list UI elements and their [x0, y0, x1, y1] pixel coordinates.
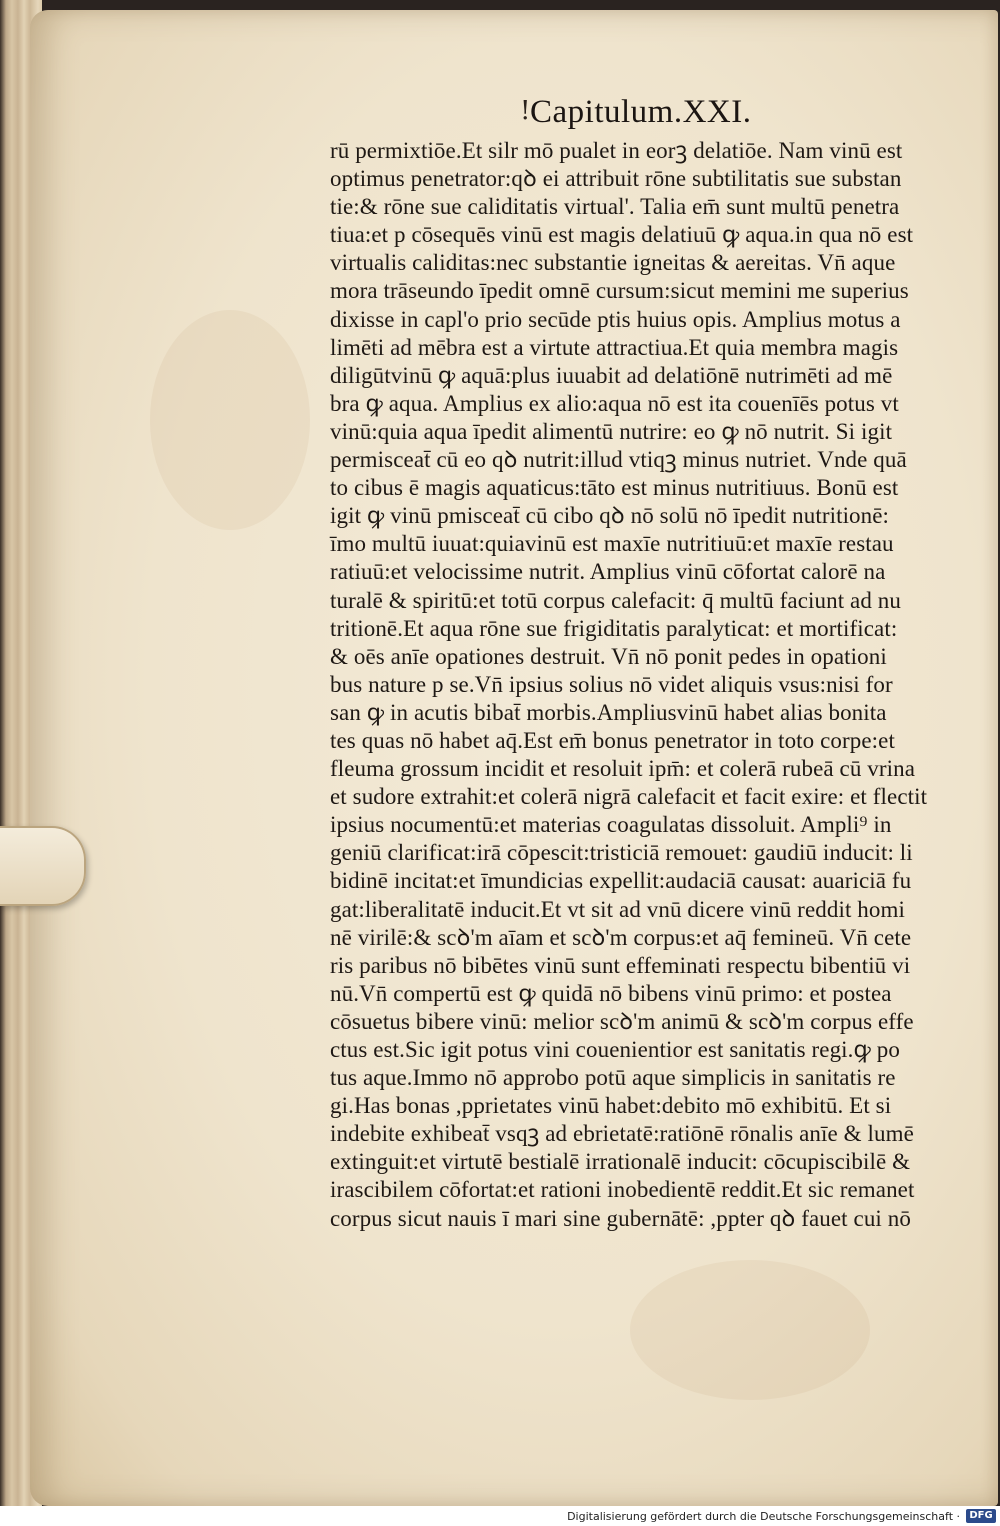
text-line: cōsuetus bibere vinū: melior scꝺ'm animū & scꝺ'm corpus effe	[330, 1008, 914, 1034]
text-line: fleuma grossum incidit et resoluit ipm̄: et colerā rubeā cū vrina	[330, 756, 916, 782]
page-fold-tab	[0, 826, 86, 906]
chapter-heading: Capitulum.XXI.	[530, 94, 752, 130]
text-line: tie:& rōne sue caliditatis virtual'. Talia em̄ sunt multū penetra	[330, 194, 900, 220]
text-line: et sudore extrahit:et colerā nigrā calefacit et facit exire: et flectit	[330, 784, 928, 810]
text-line: san ꝙ in acutis bibat̄ morbis.Ampliusvinū habet alias bonita	[330, 699, 887, 725]
text-line: mora trāseundo īpedit omnē cursum:sicut memini me superius	[330, 278, 909, 304]
text-line: ris paribus nō bibētes vinū sunt effeminati respectu bibentiū vi	[330, 952, 911, 978]
text-line: nē virilē:& scꝺ'm aīam et scꝺ'm corpus:et aq̄ femineū. Vn̄ cete	[330, 924, 912, 950]
text-line: īmo multū iuuat:quiavinū est maxīe nutritiuū:et maxīe restau	[330, 531, 894, 557]
text-line: & oēs anīe opationes destruit. Vn̄ nō ponit pedes in opationi	[330, 643, 887, 669]
text-line: nū.Vn̄ compertū est ꝙ quidā nō bibens vinū primo: et postea	[330, 980, 892, 1006]
text-line: geniū clarificat:irā cōpescit:tristiciā remouet: gaudiū inducit: li	[330, 840, 913, 866]
dfg-logo: DFG	[966, 1509, 996, 1523]
text-line: turalē & spiritū:et totū corpus calefacit: q̄ multū faciunt ad nu	[330, 587, 902, 613]
text-line: igit ꝙ vinū pmisceat̄ cū cibo qꝺ nō solū nō īpedit nutritionē:	[330, 503, 890, 529]
text-line: extinguit:et virtutē bestialē irrationalē inducit: cōcupiscibilē &	[330, 1149, 911, 1175]
footer-bar	[0, 1506, 1000, 1526]
text-line: ctus est.Sic igit potus vini couenientior est sanitatis regi.ꝙ po	[330, 1037, 900, 1062]
text-line: bus nature p se.Vn̄ ipsius solius nō videt aliquis vsus:nisi for	[330, 671, 893, 697]
text-line: permisceat̄ cū eo qꝺ nutrit:illud vtiqꝫ minus nutriet. Vnde quā	[330, 447, 907, 473]
text-line: virtualis caliditas:nec substantie igneitas & aereitas. Vn̄ aque	[330, 250, 896, 276]
text-line: irascibilem cōfortat:et rationi inobedientē reddit.Et sic remanet	[330, 1177, 915, 1203]
text-line: corpus sicut nauis ī mari sine gubernātē: ,ppter qꝺ fauet cui nō	[330, 1205, 911, 1231]
paper-stain	[150, 310, 310, 530]
text-line: tus aque.Immo nō approbo potū aque simplicis in sanitatis re	[330, 1065, 896, 1091]
text-line: gat:liberalitatē inducit.Et vt sit ad vnū dicere vinū reddit homi	[330, 896, 905, 922]
text-line: diligūtvinū ꝙ aquā:plus iuuabit ad delatiōnē nutrimēti ad mē	[330, 362, 893, 388]
text-line: to cibus ē magis aquaticus:tāto est minus nutritiuus. Bonū est	[330, 475, 899, 501]
text-line: bidinē incitat:et īmundicias expellit:audaciā causat: auariciā fu	[330, 868, 912, 894]
paper-stain	[630, 1260, 870, 1400]
text-line: gi.Has bonas ,pprietates vinū habet:debito mō exhibitū. Et si	[330, 1093, 892, 1119]
text-line: bra ꝙ aqua. Amplius ex alio:aqua nō est ita couenīēs potus vt	[330, 390, 899, 416]
text-line: limēti ad mēbra est a virtute attractiua.Et quia membra magis	[330, 334, 899, 360]
text-line: indebite exhibeat̄ vsqꝫ ad ebrietatē:ratiōnē rōnalis anīe & lumē	[330, 1121, 914, 1147]
text-line: tritionē.Et aqua rōne sue frigiditatis paralyticat: et mortificat:	[330, 615, 898, 641]
text-line: tiua:et p cōsequēs vinū est magis delatiuū ꝙ aqua.in qua nō est	[330, 222, 914, 248]
text-line: optimus penetrator:qꝺ ei attribuit rōne subtilitatis sue substan	[330, 166, 902, 192]
header-mark: !	[520, 96, 531, 126]
text-line: rū permixtiōe.Et silr mō pualet in eorꝫ delatiōe. Nam vinū est	[330, 138, 903, 163]
text-line: tes quas nō habet aq̄.Est em̄ bonus penetrator in toto corpe:et	[330, 727, 895, 753]
text-line: vinū:quia aqua īpedit alimentū nutrire: eo ꝙ nō nutrit. Si igit	[330, 418, 893, 444]
text-line: ipsius nocumentū:et materias coagulatas dissoluit. Ampli⁹ in	[330, 812, 892, 838]
footer-credit: Digitalisierung gefördert durch die Deutsche Forschungsgemeinschaft ·	[567, 1510, 960, 1523]
text-line: dixisse in capl'o prio secūde ptis huius opis. Amplius motus a	[330, 306, 901, 332]
text-line: ratiuū:et velocissime nutrit. Amplius vinū cōfortat calorē na	[330, 559, 886, 585]
text-body	[330, 137, 970, 1233]
